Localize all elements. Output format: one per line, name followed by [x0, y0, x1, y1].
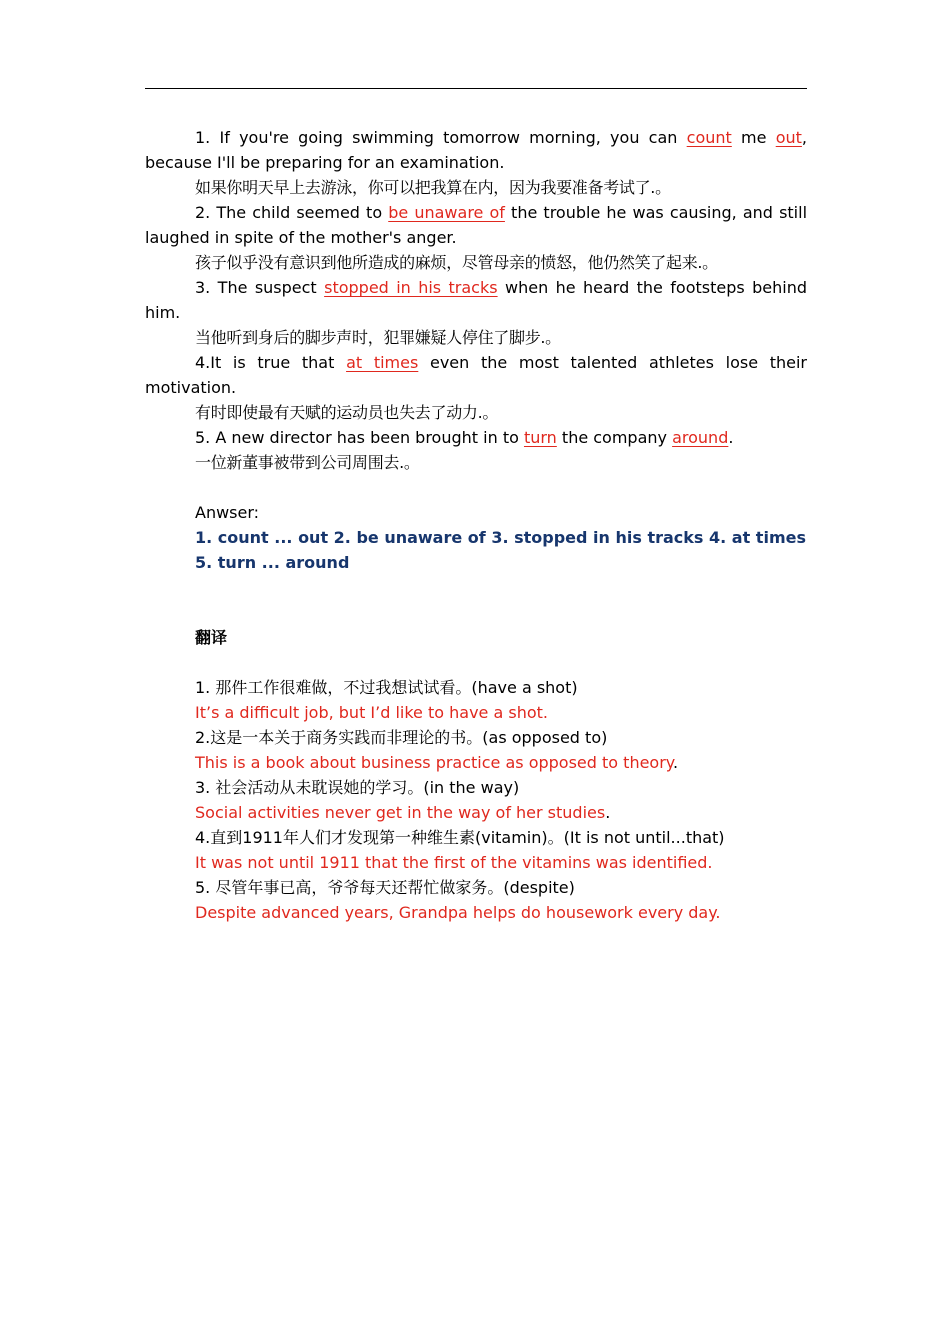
exercise-item-4: [145, 350, 807, 400]
keyword-turn: turn: [523, 428, 557, 447]
document-body: [145, 125, 807, 925]
spacer: [145, 600, 807, 625]
keyword-out: out: [775, 128, 802, 147]
translation-answer-5: Despite advanced years, Grandpa helps do housework every day.: [195, 903, 721, 922]
exercise-item-1: [145, 125, 807, 175]
spacer: [145, 575, 807, 600]
translation-answer-3: [145, 800, 807, 825]
translation-question-3: 3. 社会活动从未耽误她的学习。(in the way): [195, 778, 520, 797]
keyword-around: around: [672, 428, 729, 447]
translation-heading: 翻译: [195, 628, 228, 647]
answer-label: Anwser:: [195, 503, 260, 522]
keyword-stopped-in-his-tracks: stopped in his tracks: [324, 278, 498, 297]
translation-answer-2: [145, 750, 807, 775]
exercise-item-5-translation: 一位新董事被带到公司周围去.。: [195, 453, 420, 472]
item-text: me: [731, 128, 776, 147]
item-text: even the most talented athletes lose their motivation.: [145, 353, 808, 397]
item-text: 1. If you're going swimming tomorrow morning, you can: [195, 128, 687, 147]
translation-question-1: 1. 那件工作很难做，不过我想试试看。(have a shot): [195, 678, 578, 697]
exercise-item-2-translation: 孩子似乎没有意识到他所造成的麻烦，尽管母亲的愤怒，他仍然笑了起来.。: [195, 253, 718, 272]
translation-answer-1: It’s a difficult job, but I’d like to have a shot.: [195, 703, 548, 722]
exercise-item-4-translation: 有时即使最有天赋的运动员也失去了动力.。: [195, 403, 499, 422]
exercise-item-1-translation: 如果你明天早上去游泳，你可以把我算在内，因为我要准备考试了.。: [195, 178, 671, 197]
item-text: 3. The suspect: [195, 278, 325, 297]
item-text: .: [728, 428, 734, 447]
answer-period: .: [672, 753, 679, 772]
translation-question-5: 5. 尽管年事已高，爷爷每天还帮忙做家务。(despite): [195, 878, 575, 897]
item-text: the company: [556, 428, 673, 447]
answer-line-2: 5. turn ... around: [195, 553, 350, 572]
exercise-item-2: [145, 200, 807, 250]
item-text: 2. The child seemed to: [195, 203, 389, 222]
exercise-item-3: [145, 275, 807, 325]
spacer: [145, 475, 807, 500]
item-text: 5. A new director has been brought in to: [195, 428, 524, 447]
keyword-count: count: [686, 128, 732, 147]
answer-text: Social activities never get in the way of her studies: [195, 803, 606, 822]
keyword-be-unaware-of: be unaware of: [388, 203, 505, 222]
spacer: [145, 650, 807, 675]
exercise-item-5: [145, 425, 807, 450]
item-text: when he heard the footsteps behind him.: [145, 278, 808, 322]
answer-period: .: [605, 803, 611, 822]
header-rule: [145, 88, 807, 89]
item-text: , because I'll be preparing for an examination.: [145, 128, 808, 172]
exercise-item-3-translation: 当他听到身后的脚步声时，犯罪嫌疑人停住了脚步.。: [195, 328, 561, 347]
translation-answer-4: It was not until 1911 that the first of the vitamins was identified.: [195, 853, 713, 872]
keyword-at-times: at times: [346, 353, 419, 372]
item-text: 4.It is true that: [195, 353, 347, 372]
item-text: the trouble he was causing, and still laughed in spite of the mother's anger.: [145, 203, 808, 247]
answer-text: This is a book about business practice as opposed to theory: [195, 753, 673, 772]
answer-line-1: 1. count ... out 2. be unaware of 3. stopped in his tracks 4. at times: [195, 528, 806, 547]
translation-question-2: 2.这是一本关于商务实践而非理论的书。(as opposed to): [195, 728, 608, 747]
translation-question-4: 4.直到1911年人们才发现第一种维生素(vitamin)。(It is not until...that): [195, 828, 725, 847]
